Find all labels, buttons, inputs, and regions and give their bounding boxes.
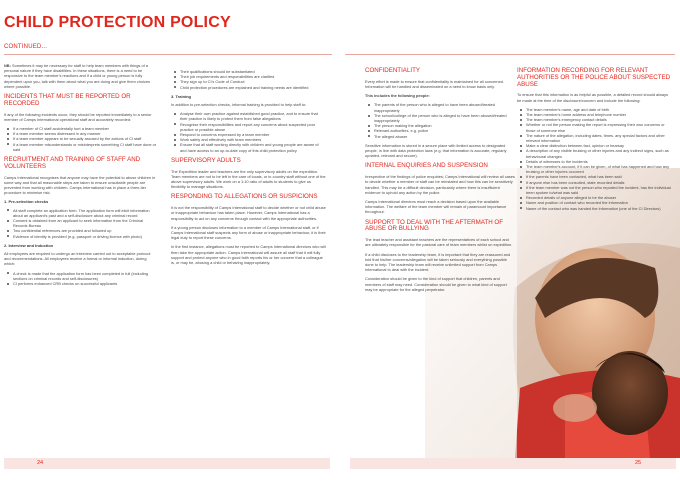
nb-label: NB: xyxy=(4,63,11,68)
list-item: If a team member seems distressed in any manner xyxy=(4,131,157,136)
divider-left xyxy=(4,54,332,55)
footer-bar-right xyxy=(350,458,676,469)
subheading-preselection: 1. Pre-selection checks xyxy=(4,199,49,205)
induction-list-cont xyxy=(171,69,326,90)
list-item: If a team member misunderstands or misinterprets something CI staff have done or said xyxy=(4,142,157,152)
list-item: The team member's home address and telephone number xyxy=(517,112,672,117)
list-item: Respond to concerns expressed by a team member xyxy=(171,132,326,137)
column-3 xyxy=(365,63,515,296)
paragraph: If any of the following incidents occur, they should be reported immediately to a senior member of Camps International operational staff and accurately recorded: xyxy=(4,111,152,122)
heading-recruitment: RECRUITMENT AND TRAINING OF STAFF AND VOLUNTEERS xyxy=(4,156,141,170)
list-item: The nature of the allegation, including dates, times, any special factors and other relevant information xyxy=(517,133,672,143)
paragraph: Every effort is made to ensure that confidentiality is maintained for all concerned. Information will be handled and disseminated on a need to know basis only. xyxy=(365,78,504,89)
list-item: If anyone else has been consulted, state recorded details xyxy=(517,180,672,185)
list-item: All staff complete an application form. The application form will elicit information about an applicant's past and a self-disclosure about any criminal record xyxy=(4,208,157,218)
paragraph: If a young person discloses information to a member of Camps International staff, or if Camps International staff suspects any form of abuse or inappropriate behaviour, it is their legal duty to report these concerns. xyxy=(171,224,326,241)
list-item: Relevant authorities, e.g. police xyxy=(365,128,515,133)
list-item: Recorded details of anyone alleged to be the abuser xyxy=(517,195,672,200)
divider-right xyxy=(345,54,675,55)
paragraph: In addition to pre-selection checks, informal training is provided to help staff to: xyxy=(171,102,307,108)
paragraph: Sensitive information is stored in a secure place with limited access to designated people, in line with data protection laws (e.g. that information is accurate, regularly updated, relevant and secure). xyxy=(365,142,507,159)
paragraph: Irrespective of the findings of police enquiries; Camps International will review all cases to decide whether a member of staff can be reinstated and how this can be sensitively handled. This may be a difficult decision, particularly where there is insufficient evidence to uphold any action by the police. xyxy=(365,174,515,195)
list-item: The team member's emergency contact details xyxy=(517,117,672,122)
list-item: If a member of CI staff accidentally hurt a team member xyxy=(4,126,157,131)
paragraph: Camps International directors must reach a decision based upon the available information. The welfare of the team member will remain of paramount importance throughout. xyxy=(365,199,507,215)
page-number-right: 25 xyxy=(635,460,642,466)
list-item: Ensure that all staff working directly with children and young people are aware of and have access to an up-to-date copy of this child protection policy xyxy=(171,142,326,152)
heading-enquiries: INTERNAL ENQUIRIES AND SUSPENSION xyxy=(365,162,488,170)
list-item: Consent is obtained from an applicant to seek information from the Criminal Records Bureau xyxy=(4,218,157,228)
list-item: Make a clear distinction between fact, opinion or hearsay xyxy=(517,143,672,148)
paragraph: Consideration should be given to the kind of support that children, parents and members of staff may need. Consideration should be given to what kind of support may be appropriate for the alleged perpetrator. xyxy=(365,276,507,292)
list-item: The parents of the person who is alleged to have been abused/treated inappropriately xyxy=(365,102,515,112)
list-item: Work safely and effectively with team members xyxy=(171,137,326,142)
list-item: The school/college of the person who is alleged to have been abused/treated inappropriately xyxy=(365,113,515,123)
footer-bar-left xyxy=(4,458,330,469)
heading-incidents: INCIDENTS THAT MUST BE REPORTED OR RECORDED xyxy=(4,93,131,107)
list-item: Their job requirements and responsibilities are clarified xyxy=(171,74,326,79)
paragraph: To ensure that this information is as helpful as possible, a detailed record should always be made at the time of the disclosure/concern and include the following: xyxy=(517,92,668,103)
heading-allegations: RESPONDING TO ALLEGATIONS OR SUSPICIONS xyxy=(171,193,318,201)
record-list xyxy=(517,107,672,211)
list-item: The team member's name, age and date of birth xyxy=(517,107,672,112)
list-item: A description of any visible bruising or other injuries and any indirect signs, such as behavioural changes xyxy=(517,148,672,158)
list-item: If the team member was not the person who reported the incident, has the individual been spoken to/what was said xyxy=(517,185,672,195)
list-item: Analyse their own practice against established good practice, and to ensure that their practice is likely to protect them from false allegations xyxy=(171,111,326,121)
list-item: The person making the allegation xyxy=(365,123,515,128)
continued-label: CONTINUED... xyxy=(4,44,48,50)
column-4 xyxy=(517,63,672,211)
list-item: If the parents have been contacted, what has been said xyxy=(517,174,672,179)
list-item: If a team member appears to be sexually aroused by the actions of CI staff xyxy=(4,136,157,141)
list-item: Two confidential references are provided and followed up xyxy=(4,228,157,233)
heading-confidentiality: CONFIDENTIALITY xyxy=(365,67,421,74)
paragraph: The lead teacher and assistant teachers are the representatives of each school and are ultimately responsible for the pastoral care of team members whilst on expedition. xyxy=(365,237,513,248)
people-list xyxy=(365,102,515,138)
paragraph: If a child discloses to the leadership team, it is important that they are reassured and told that his/her concerns/allegation will be taken seriously and everything possible done to help. The leadership team will receive unlimited support from Camps International to deal with the incident. xyxy=(365,251,511,273)
list-item: Recognise their responsibilities and report any concerns about suspected poor practice or possible abuse xyxy=(171,122,326,132)
list-item: Child protection procedures are explained and training needs are identified xyxy=(171,85,326,90)
subheading-interview: 2. Interview and Induction xyxy=(4,242,54,248)
paragraph: In the first instance, allegations must be reported to Camps International directors who will then take the appropriate action. Camps International will assure all staff that it will fully support and protect anyone who in good faith reports his or her concern that a colleague is, or may be, abusing a child or behaving inappropriately. xyxy=(171,244,326,266)
list-item: The alleged abuser xyxy=(365,134,515,139)
incident-list xyxy=(4,126,157,152)
paragraph: The Expedition leader and teachers are the only supervisory adults on the expedition. Team members are not to be left in the care of locals, or in-country staff without one of the above supervisory adults. We work on a 1:10 ratio of adults to students to give us flexibility to manage situations. xyxy=(171,168,326,190)
list-item: Name of the contact who was handed the information (one of the CI Directors) xyxy=(517,206,672,211)
list-item: Name and position of contact who recorded the information xyxy=(517,200,672,205)
preselection-list xyxy=(4,208,157,239)
list-item: They sign up to CI's Code of Conduct xyxy=(171,79,326,84)
list-item: A check is made that the application form has been completed in full (including sections on criminal records and self-disclosures) xyxy=(4,271,157,281)
list-item: Evidence of identity is provided (e.g. passport or driving licence with photo) xyxy=(4,234,157,239)
list-item: Whether or not the person making the report is expressing their own concerns or those of someone else xyxy=(517,122,672,132)
paragraph: Camps International recognises that anyone may have the potential to abuse children in some way and that all reasonable steps are taken to ensure unsuitable people are prevented from working with children. Camps International has in place a three-tier procedure to minimise risk; xyxy=(4,174,156,196)
list-item: The team member's account, if it can be given, of what has happened and how any bruising or other injuries occurred xyxy=(517,164,672,174)
heading-information-recording: INFORMATION RECORDING FOR RELEVANT AUTHORITIES OR THE POLICE ABOUT SUSPECTED ABUSE xyxy=(517,67,671,88)
paragraph: All employees are required to undergo an interview carried out to acceptable protocol and recommendations. All employees receive a formal or informal induction, during which: xyxy=(4,251,151,267)
nb-text: Sometimes it may be necessary for staff to help team members with things of a personal nature if they have disabilities. In these situations, there is a need to be responsive to the team member's reactions and if a child or young person is fully dependent upon you, talk with them about what you are doing and give them choices where possible. xyxy=(4,63,150,89)
paragraph: It is not the responsibility of Camps International staff to decide whether or not child abuse or inappropriate behaviour has taken place. However, Camps International has a responsibility to act on any concerns through contact with the appropriate authorities. xyxy=(171,205,326,221)
subheading-training: 3. Training xyxy=(171,93,192,99)
column-1 xyxy=(4,63,157,290)
page-title: CHILD PROTECTION POLICY xyxy=(4,14,231,31)
induction-list xyxy=(4,271,157,287)
nb-paragraph xyxy=(4,63,157,89)
heading-supervisory: SUPERVISORY ADULTS xyxy=(171,156,241,164)
column-2 xyxy=(171,69,326,269)
list-item: CI performs enhanced CRB checks on successful applicants xyxy=(4,281,157,286)
heading-support: SUPPORT TO DEAL WITH THE AFTERMATH OF ABUSE OR BULLYING xyxy=(365,218,503,233)
paragraph-bold: This includes the following people: xyxy=(365,93,430,99)
list-item: Details of witnesses to the incidents xyxy=(517,159,672,164)
training-list xyxy=(171,111,326,153)
page-number-left: 24 xyxy=(37,460,44,466)
list-item: Their qualifications should be substantiated xyxy=(171,69,326,74)
